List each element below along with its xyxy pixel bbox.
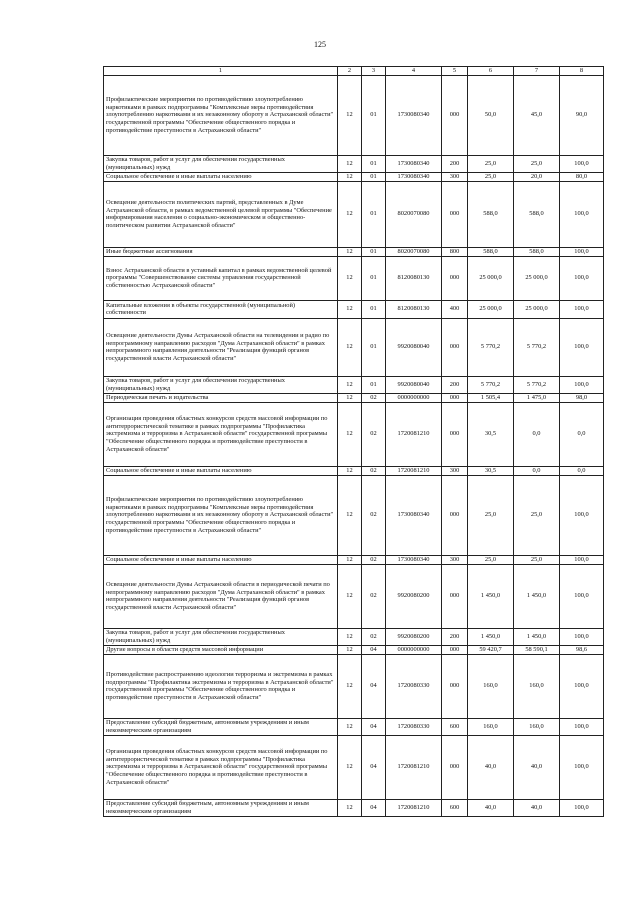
subsection-code-cell: 02: [362, 475, 386, 555]
table-row: [104, 318, 604, 376]
expense-type-cell: 000: [442, 181, 468, 247]
table-row: [104, 256, 604, 300]
execution-percent-cell: 100,0: [560, 799, 604, 816]
execution-percent-cell: 100,0: [560, 376, 604, 393]
expense-type-cell: 300: [442, 555, 468, 564]
target-article-cell: 9920080040: [386, 376, 442, 393]
planned-amount-cell: 25,0: [468, 172, 514, 181]
target-article-cell: 8120080130: [386, 256, 442, 300]
target-article-cell: 1730080340: [386, 172, 442, 181]
execution-percent-cell: 98,0: [560, 393, 604, 402]
row-name-cell: Профилактические мероприятия по противодействию злоупотреблению наркотиками в рамках подпрограммы "Комплексные меры противодействия злоупотреблению наркотиками и их незаконному обороту в Астраханской области" государственной программы "Обеспечение общественного порядка и противодействие преступности в Астраханской области": [104, 475, 338, 555]
planned-amount-cell: 1 450,0: [468, 628, 514, 645]
expense-type-cell: 000: [442, 645, 468, 654]
executed-amount-cell: 5 770,2: [514, 318, 560, 376]
section-code-cell: 12: [338, 300, 362, 318]
target-article-cell: 8020070080: [386, 181, 442, 247]
subsection-code-cell: 04: [362, 799, 386, 816]
subsection-code-cell: 01: [362, 256, 386, 300]
expense-type-cell: 300: [442, 466, 468, 475]
expense-type-cell: 000: [442, 402, 468, 466]
execution-percent-cell: 100,0: [560, 300, 604, 318]
expense-type-cell: 000: [442, 318, 468, 376]
section-code-cell: 12: [338, 256, 362, 300]
row-name-cell: Иные бюджетные ассигнования: [104, 247, 338, 256]
table-row: [104, 155, 604, 172]
row-name-cell: Закупка товаров, работ и услуг для обеспечения государственных (муниципальных) нужд: [104, 376, 338, 393]
section-code-cell: 12: [338, 628, 362, 645]
target-article-cell: 9920080200: [386, 564, 442, 628]
table-row: [104, 735, 604, 799]
row-name-cell: Периодическая печать и издательства: [104, 393, 338, 402]
row-name-cell: Социальное обеспечение и иные выплаты населению: [104, 466, 338, 475]
execution-percent-cell: 100,0: [560, 247, 604, 256]
page-number: 125: [314, 40, 326, 49]
table-row: [104, 475, 604, 555]
row-name-cell: Освещение деятельности политических партий, представленных в Думе Астраханской области, в рамках ведомственной целевой программы "Обеспечение информирования населения о социально-экономическом и общественно-политическом развитии Астраханской области": [104, 181, 338, 247]
execution-percent-cell: 0,0: [560, 402, 604, 466]
row-name-cell: Другие вопросы в области средств массовой информации: [104, 645, 338, 654]
table-row: [104, 654, 604, 718]
expense-type-cell: 600: [442, 718, 468, 735]
execution-percent-cell: 100,0: [560, 475, 604, 555]
subsection-code-cell: 04: [362, 735, 386, 799]
execution-percent-cell: 0,0: [560, 466, 604, 475]
execution-percent-cell: 100,0: [560, 628, 604, 645]
execution-percent-cell: 90,0: [560, 75, 604, 155]
header-cell: 3: [362, 67, 386, 76]
subsection-code-cell: 01: [362, 75, 386, 155]
table-row: [104, 466, 604, 475]
executed-amount-cell: 588,0: [514, 181, 560, 247]
executed-amount-cell: 20,0: [514, 172, 560, 181]
header-row: [104, 67, 604, 76]
row-name-cell: Социальное обеспечение и иные выплаты населению: [104, 172, 338, 181]
header-cell: 8: [560, 67, 604, 76]
execution-percent-cell: 80,0: [560, 172, 604, 181]
executed-amount-cell: 1 450,0: [514, 564, 560, 628]
table-row: [104, 181, 604, 247]
subsection-code-cell: 02: [362, 628, 386, 645]
section-code-cell: 12: [338, 475, 362, 555]
executed-amount-cell: 25,0: [514, 555, 560, 564]
section-code-cell: 12: [338, 645, 362, 654]
executed-amount-cell: 160,0: [514, 718, 560, 735]
planned-amount-cell: 25,0: [468, 155, 514, 172]
planned-amount-cell: 588,0: [468, 247, 514, 256]
planned-amount-cell: 25,0: [468, 475, 514, 555]
subsection-code-cell: 01: [362, 300, 386, 318]
row-name-cell: Профилактические мероприятия по противодействию злоупотреблению наркотиками в рамках подпрограммы "Комплексные меры противодействия злоупотреблению наркотиками и их незаконному обороту в Астраханской области" государственной программы "Обеспечение общественного порядка и противодействие преступности в Астраханской области": [104, 75, 338, 155]
table-row: [104, 402, 604, 466]
execution-percent-cell: 100,0: [560, 555, 604, 564]
planned-amount-cell: 59 420,7: [468, 645, 514, 654]
target-article-cell: 1720080330: [386, 718, 442, 735]
table-row: [104, 75, 604, 155]
target-article-cell: 8120080130: [386, 300, 442, 318]
expense-type-cell: 600: [442, 799, 468, 816]
section-code-cell: 12: [338, 247, 362, 256]
expense-type-cell: 000: [442, 735, 468, 799]
planned-amount-cell: 160,0: [468, 718, 514, 735]
executed-amount-cell: 0,0: [514, 402, 560, 466]
header-cell: 4: [386, 67, 442, 76]
target-article-cell: 1730080340: [386, 555, 442, 564]
subsection-code-cell: 01: [362, 155, 386, 172]
section-code-cell: 12: [338, 376, 362, 393]
target-article-cell: 1720081210: [386, 402, 442, 466]
subsection-code-cell: 04: [362, 654, 386, 718]
executed-amount-cell: 25,0: [514, 475, 560, 555]
table-row: [104, 718, 604, 735]
planned-amount-cell: 5 770,2: [468, 376, 514, 393]
expense-type-cell: 000: [442, 256, 468, 300]
row-name-cell: Социальное обеспечение и иные выплаты населению: [104, 555, 338, 564]
row-name-cell: Капитальные вложения в объекты государственной (муниципальной) собственности: [104, 300, 338, 318]
table-row: [104, 376, 604, 393]
section-code-cell: 12: [338, 564, 362, 628]
planned-amount-cell: 25,0: [468, 555, 514, 564]
executed-amount-cell: 25 000,0: [514, 256, 560, 300]
subsection-code-cell: 02: [362, 393, 386, 402]
row-name-cell: Предоставление субсидий бюджетным, автономным учреждениям и иным некоммерческим организациям: [104, 718, 338, 735]
target-article-cell: 1730080340: [386, 75, 442, 155]
target-article-cell: 1720080330: [386, 654, 442, 718]
expense-type-cell: 000: [442, 393, 468, 402]
subsection-code-cell: 04: [362, 718, 386, 735]
execution-percent-cell: 100,0: [560, 256, 604, 300]
header-cell: 5: [442, 67, 468, 76]
section-code-cell: 12: [338, 393, 362, 402]
table-row: [104, 564, 604, 628]
execution-percent-cell: 98,6: [560, 645, 604, 654]
executed-amount-cell: 58 590,1: [514, 645, 560, 654]
expense-type-cell: 000: [442, 564, 468, 628]
executed-amount-cell: 40,0: [514, 799, 560, 816]
row-name-cell: Закупка товаров, работ и услуг для обеспечения государственных (муниципальных) нужд: [104, 155, 338, 172]
execution-percent-cell: 100,0: [560, 318, 604, 376]
table-row: [104, 645, 604, 654]
target-article-cell: 1720081210: [386, 735, 442, 799]
planned-amount-cell: 30,5: [468, 466, 514, 475]
target-article-cell: 8020070080: [386, 247, 442, 256]
row-name-cell: Противодействие распространению идеологии терроризма и экстремизма в рамках подпрограммы "Профилактика экстремизма и терроризма в Астраханской области" государственной программы "Обеспечение общественного порядка и противодействие преступности в Астраханской области": [104, 654, 338, 718]
subsection-code-cell: 01: [362, 172, 386, 181]
executed-amount-cell: 25 000,0: [514, 300, 560, 318]
row-name-cell: Организация проведения областных конкурсов средств массовой информации по антитеррористической тематике в рамках подпрограммы "Профилактика экстремизма и терроризма в Астраханской области" государственной программы "Обеспечение общественного порядка и противодействие преступности в Астраханской области": [104, 402, 338, 466]
planned-amount-cell: 25 000,0: [468, 300, 514, 318]
section-code-cell: 12: [338, 555, 362, 564]
planned-amount-cell: 40,0: [468, 735, 514, 799]
expense-type-cell: 200: [442, 376, 468, 393]
subsection-code-cell: 04: [362, 645, 386, 654]
row-name-cell: Организация проведения областных конкурсов средств массовой информации по антитеррористической тематике в рамках подпрограммы "Профилактика экстремизма и терроризма в Астраханской области" государственной программы "Обеспечение общественного порядка и противодействие преступности в Астраханской области": [104, 735, 338, 799]
section-code-cell: 12: [338, 155, 362, 172]
expense-type-cell: 200: [442, 155, 468, 172]
expense-type-cell: 000: [442, 75, 468, 155]
target-article-cell: 9920080040: [386, 318, 442, 376]
execution-percent-cell: 100,0: [560, 654, 604, 718]
executed-amount-cell: 25,0: [514, 155, 560, 172]
budget-table: [103, 66, 604, 817]
planned-amount-cell: 1 505,4: [468, 393, 514, 402]
target-article-cell: 1720081210: [386, 799, 442, 816]
table-row: [104, 799, 604, 816]
section-code-cell: 12: [338, 466, 362, 475]
section-code-cell: 12: [338, 75, 362, 155]
subsection-code-cell: 01: [362, 181, 386, 247]
target-article-cell: 1720081210: [386, 466, 442, 475]
table-row: [104, 247, 604, 256]
expense-type-cell: 300: [442, 172, 468, 181]
target-article-cell: 9920080200: [386, 628, 442, 645]
section-code-cell: 12: [338, 654, 362, 718]
section-code-cell: 12: [338, 318, 362, 376]
table-row: [104, 300, 604, 318]
execution-percent-cell: 100,0: [560, 735, 604, 799]
header-cell: 1: [104, 67, 338, 76]
execution-percent-cell: 100,0: [560, 718, 604, 735]
target-article-cell: 1730080340: [386, 475, 442, 555]
row-name-cell: Освещение деятельности Думы Астраханской области на телевидении и радио по непрограммному направлению расходов "Дума Астраханской области" в рамках непрограммного направления деятельности "Реализация функций органов государственной власти Астраханской области": [104, 318, 338, 376]
planned-amount-cell: 50,0: [468, 75, 514, 155]
planned-amount-cell: 160,0: [468, 654, 514, 718]
execution-percent-cell: 100,0: [560, 564, 604, 628]
table-row: [104, 172, 604, 181]
expense-type-cell: 200: [442, 628, 468, 645]
execution-percent-cell: 100,0: [560, 181, 604, 247]
row-name-cell: Взнос Астраханской области в уставный капитал в рамках ведомственной целевой программы "Совершенствование системы управления государственной собственностью Астраханской области": [104, 256, 338, 300]
executed-amount-cell: 588,0: [514, 247, 560, 256]
planned-amount-cell: 30,5: [468, 402, 514, 466]
subsection-code-cell: 01: [362, 318, 386, 376]
header-cell: 2: [338, 67, 362, 76]
executed-amount-cell: 1 475,0: [514, 393, 560, 402]
subsection-code-cell: 02: [362, 564, 386, 628]
section-code-cell: 12: [338, 181, 362, 247]
expense-type-cell: 000: [442, 654, 468, 718]
executed-amount-cell: 1 450,0: [514, 628, 560, 645]
expense-type-cell: 400: [442, 300, 468, 318]
planned-amount-cell: 588,0: [468, 181, 514, 247]
section-code-cell: 12: [338, 799, 362, 816]
header-cell: 6: [468, 67, 514, 76]
planned-amount-cell: 1 450,0: [468, 564, 514, 628]
table-row: [104, 628, 604, 645]
subsection-code-cell: 02: [362, 402, 386, 466]
planned-amount-cell: 25 000,0: [468, 256, 514, 300]
row-name-cell: Предоставление субсидий бюджетным, автономным учреждениям и иным некоммерческим организациям: [104, 799, 338, 816]
header-cell: 7: [514, 67, 560, 76]
target-article-cell: 0000000000: [386, 645, 442, 654]
executed-amount-cell: 40,0: [514, 735, 560, 799]
section-code-cell: 12: [338, 402, 362, 466]
subsection-code-cell: 02: [362, 466, 386, 475]
subsection-code-cell: 02: [362, 555, 386, 564]
planned-amount-cell: 40,0: [468, 799, 514, 816]
row-name-cell: Освещение деятельности Думы Астраханской области в периодической печати по непрограммному направлению расходов "Дума Астраханской области" в рамках непрограммного направления деятельности "Реализация функций органов государственной власти Астраханской области": [104, 564, 338, 628]
table-row: [104, 555, 604, 564]
executed-amount-cell: 5 770,2: [514, 376, 560, 393]
section-code-cell: 12: [338, 172, 362, 181]
expense-type-cell: 000: [442, 475, 468, 555]
target-article-cell: 0000000000: [386, 393, 442, 402]
planned-amount-cell: 5 770,2: [468, 318, 514, 376]
expense-type-cell: 800: [442, 247, 468, 256]
executed-amount-cell: 0,0: [514, 466, 560, 475]
executed-amount-cell: 160,0: [514, 654, 560, 718]
subsection-code-cell: 01: [362, 376, 386, 393]
target-article-cell: 1730080340: [386, 155, 442, 172]
table-row: [104, 393, 604, 402]
section-code-cell: 12: [338, 735, 362, 799]
row-name-cell: Закупка товаров, работ и услуг для обеспечения государственных (муниципальных) нужд: [104, 628, 338, 645]
section-code-cell: 12: [338, 718, 362, 735]
executed-amount-cell: 45,0: [514, 75, 560, 155]
execution-percent-cell: 100,0: [560, 155, 604, 172]
subsection-code-cell: 01: [362, 247, 386, 256]
